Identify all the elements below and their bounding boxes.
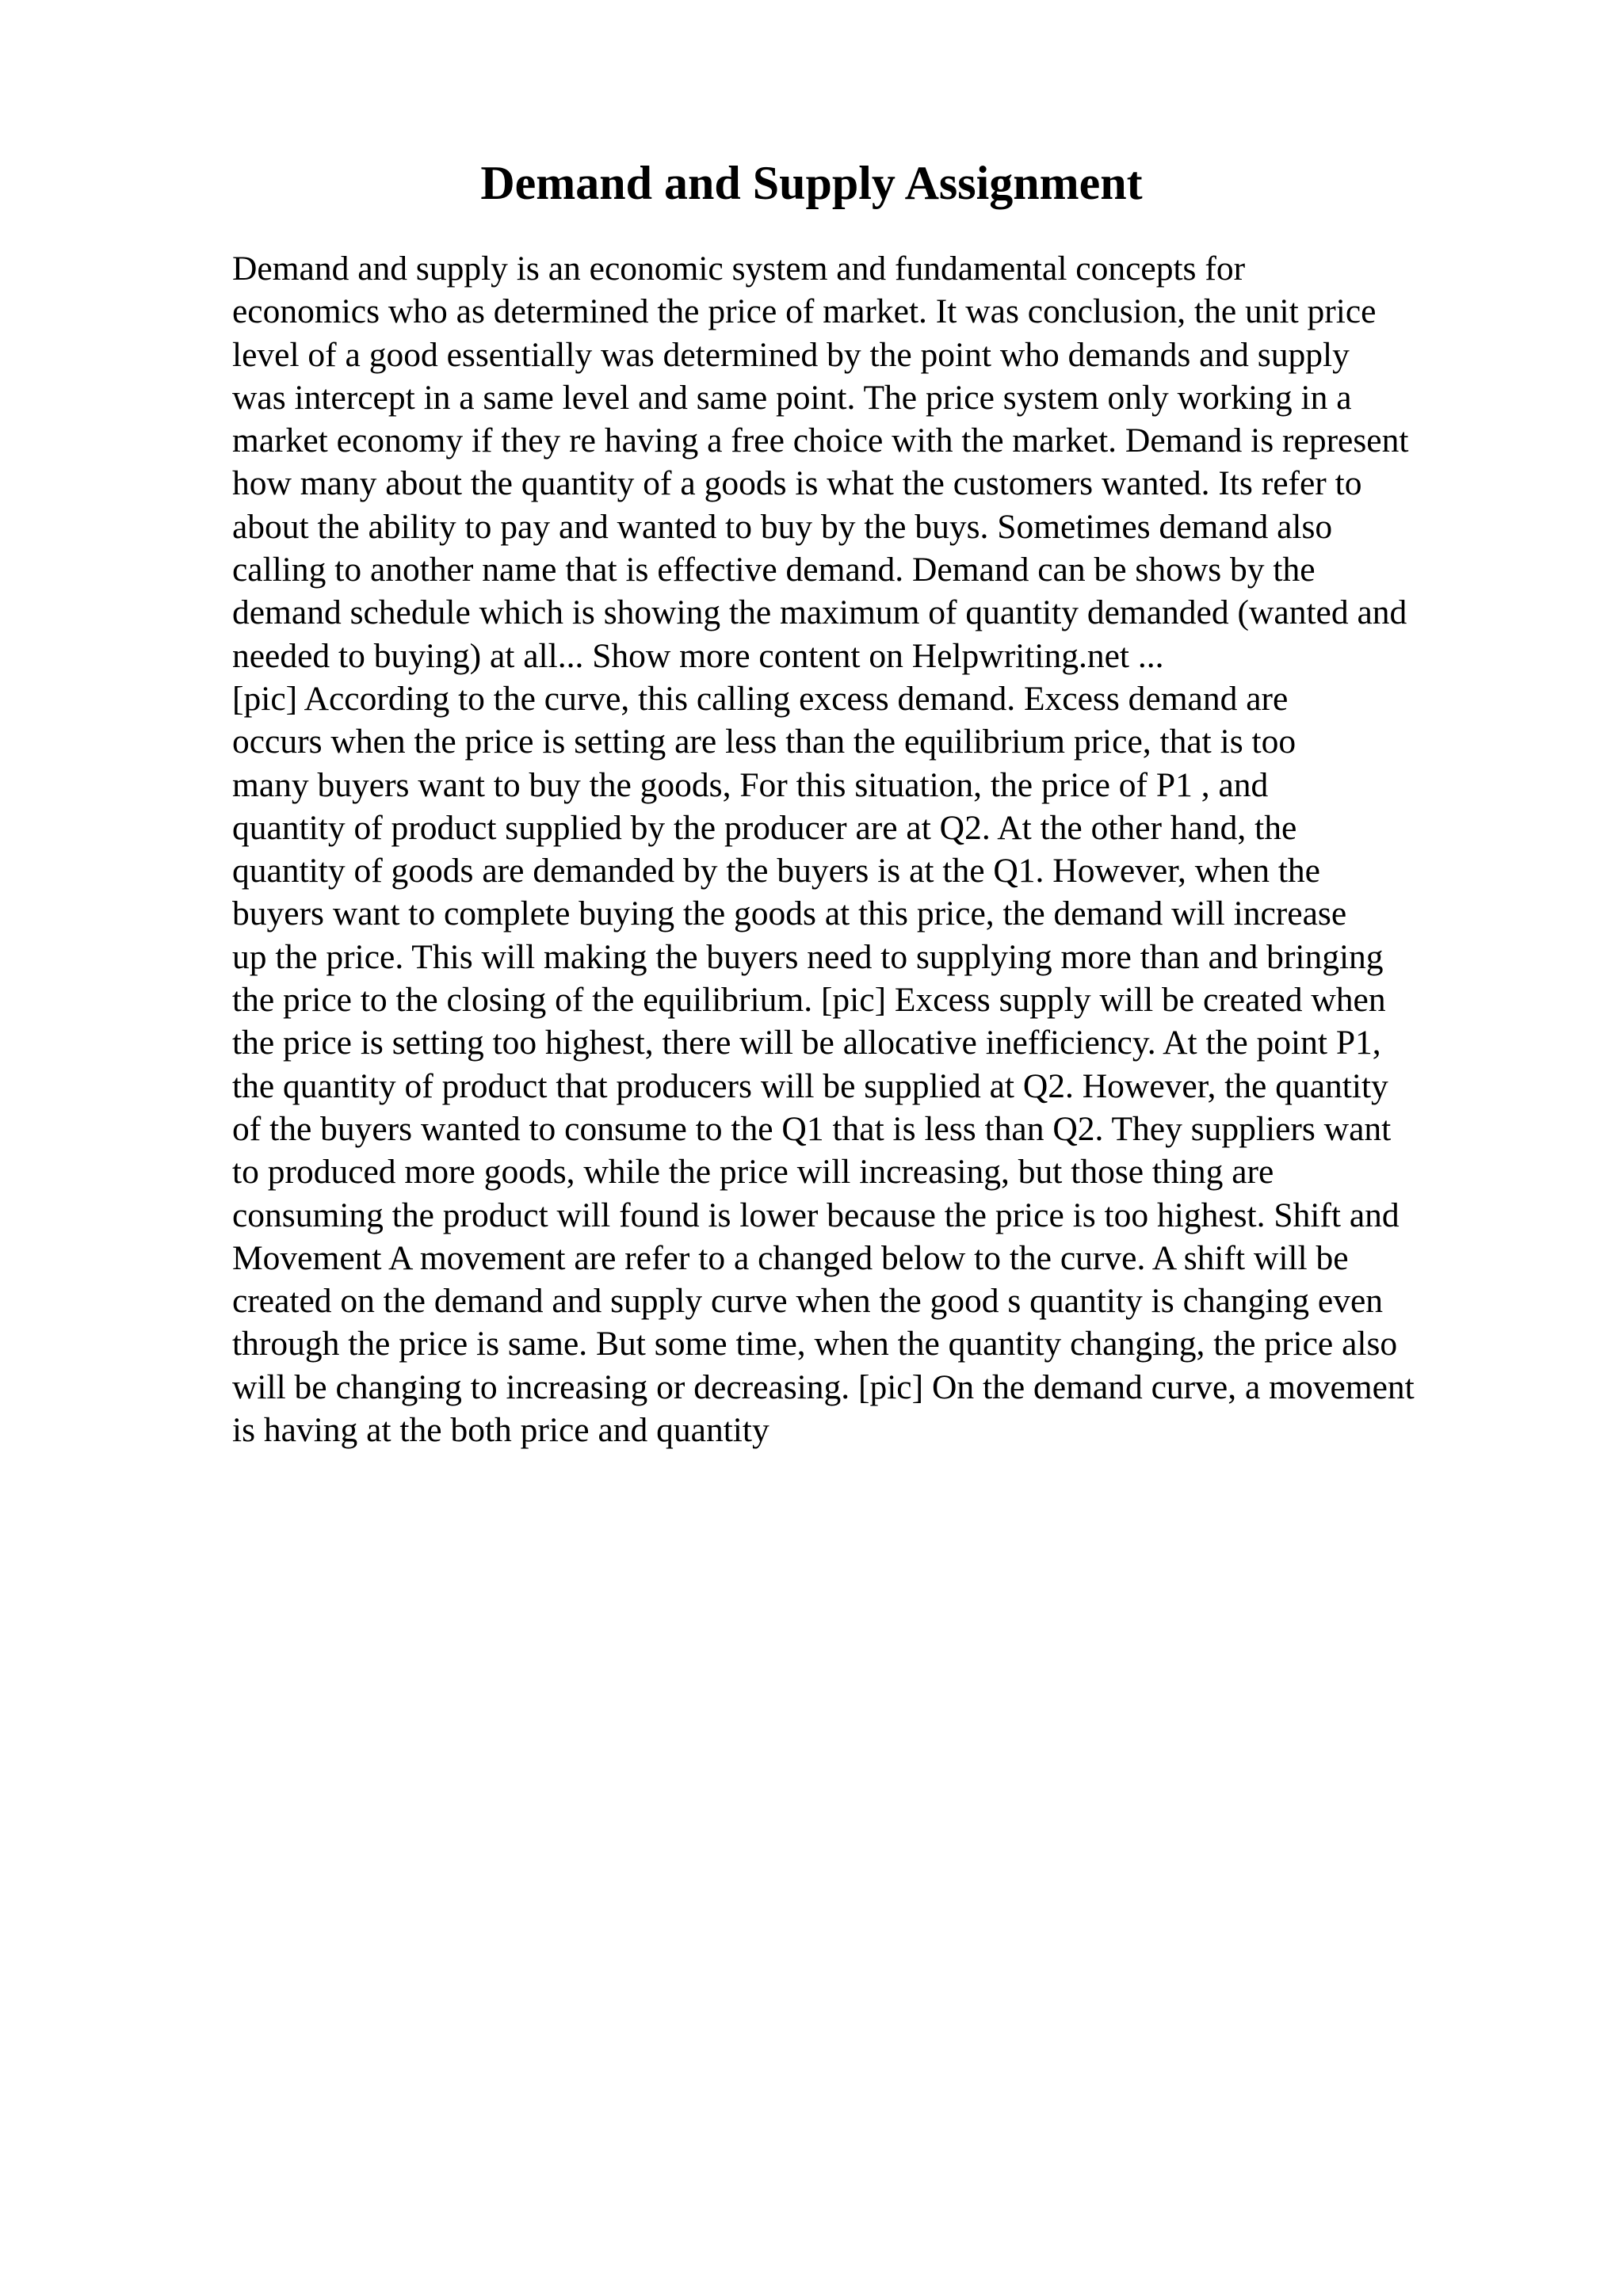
text-line: was intercept in a same level and same point. The price system only working in a [232, 378, 1352, 417]
text-line: Demand and supply is an economic system and fundamental concepts for [232, 250, 1246, 288]
text-line: will be changing to increasing or decreasing. [pic] On the demand curve, a movement [232, 1367, 1415, 1406]
text-line: economics who as determined the price of market. It was conclusion, the unit price [232, 292, 1377, 331]
text-line: level of a good essentially was determined by the point who demands and supply [232, 335, 1350, 374]
text-line: quantity of product supplied by the producer are at Q2. At the other hand, the [232, 808, 1297, 847]
text-line: [pic] According to the curve, this calling excess demand. Excess demand are [232, 679, 1289, 718]
body-text [232, 247, 1415, 1451]
text-line: the quantity of product that producers will be supplied at Q2. However, the quantity [232, 1066, 1388, 1105]
text-line: consuming the product will found is lower because the price is too highest. Shift and [232, 1196, 1400, 1234]
text-line: quantity of goods are demanded by the buyers is at the Q1. However, when the [232, 852, 1320, 891]
text-line: of the buyers wanted to consume to the Q1 that is less than Q2. They suppliers want [232, 1109, 1392, 1148]
text-line: how many about the quantity of a goods is what the customers wanted. Its refer to [232, 464, 1362, 503]
text-line: buyers want to complete buying the goods at this price, the demand will increase [232, 894, 1347, 933]
text-line: the price is setting too highest, there will be allocative inefficiency. At the point P1, [232, 1024, 1381, 1062]
text-line: to produced more goods, while the price will increasing, but those thing are [232, 1153, 1274, 1192]
text-line: needed to buying) at all... Show more content on Helpwriting.net ... [232, 636, 1164, 675]
page-title: Demand and Supply Assignment [480, 157, 1143, 209]
text-line: demand schedule which is showing the maximum of quantity demanded (wanted and [232, 593, 1407, 632]
text-line: up the price. This will making the buyers need to supplying more than and bringing [232, 937, 1384, 976]
text-line: is having at the both price and quantity [232, 1411, 769, 1450]
text-line: the price to the closing of the equilibrium. [pic] Excess supply will be created when [232, 981, 1386, 1020]
text-line: calling to another name that is effective demand. Demand can be shows by the [232, 551, 1316, 589]
text-line: Movement A movement are refer to a changed below to the curve. A shift will be [232, 1238, 1349, 1277]
text-line: occurs when the price is setting are less than the equilibrium price, that is too [232, 723, 1296, 761]
text-line: created on the demand and supply curve when the good s quantity is changing even [232, 1282, 1384, 1321]
text-line: through the price is same. But some time, when the quantity changing, the price also [232, 1325, 1398, 1363]
text-line: about the ability to pay and wanted to buy by the buys. Sometimes demand also [232, 507, 1333, 546]
text-line: market economy if they re having a free choice with the market. Demand is represent [232, 421, 1409, 460]
text-line: many buyers want to buy the goods, For this situation, the price of P1 , and [232, 765, 1269, 804]
